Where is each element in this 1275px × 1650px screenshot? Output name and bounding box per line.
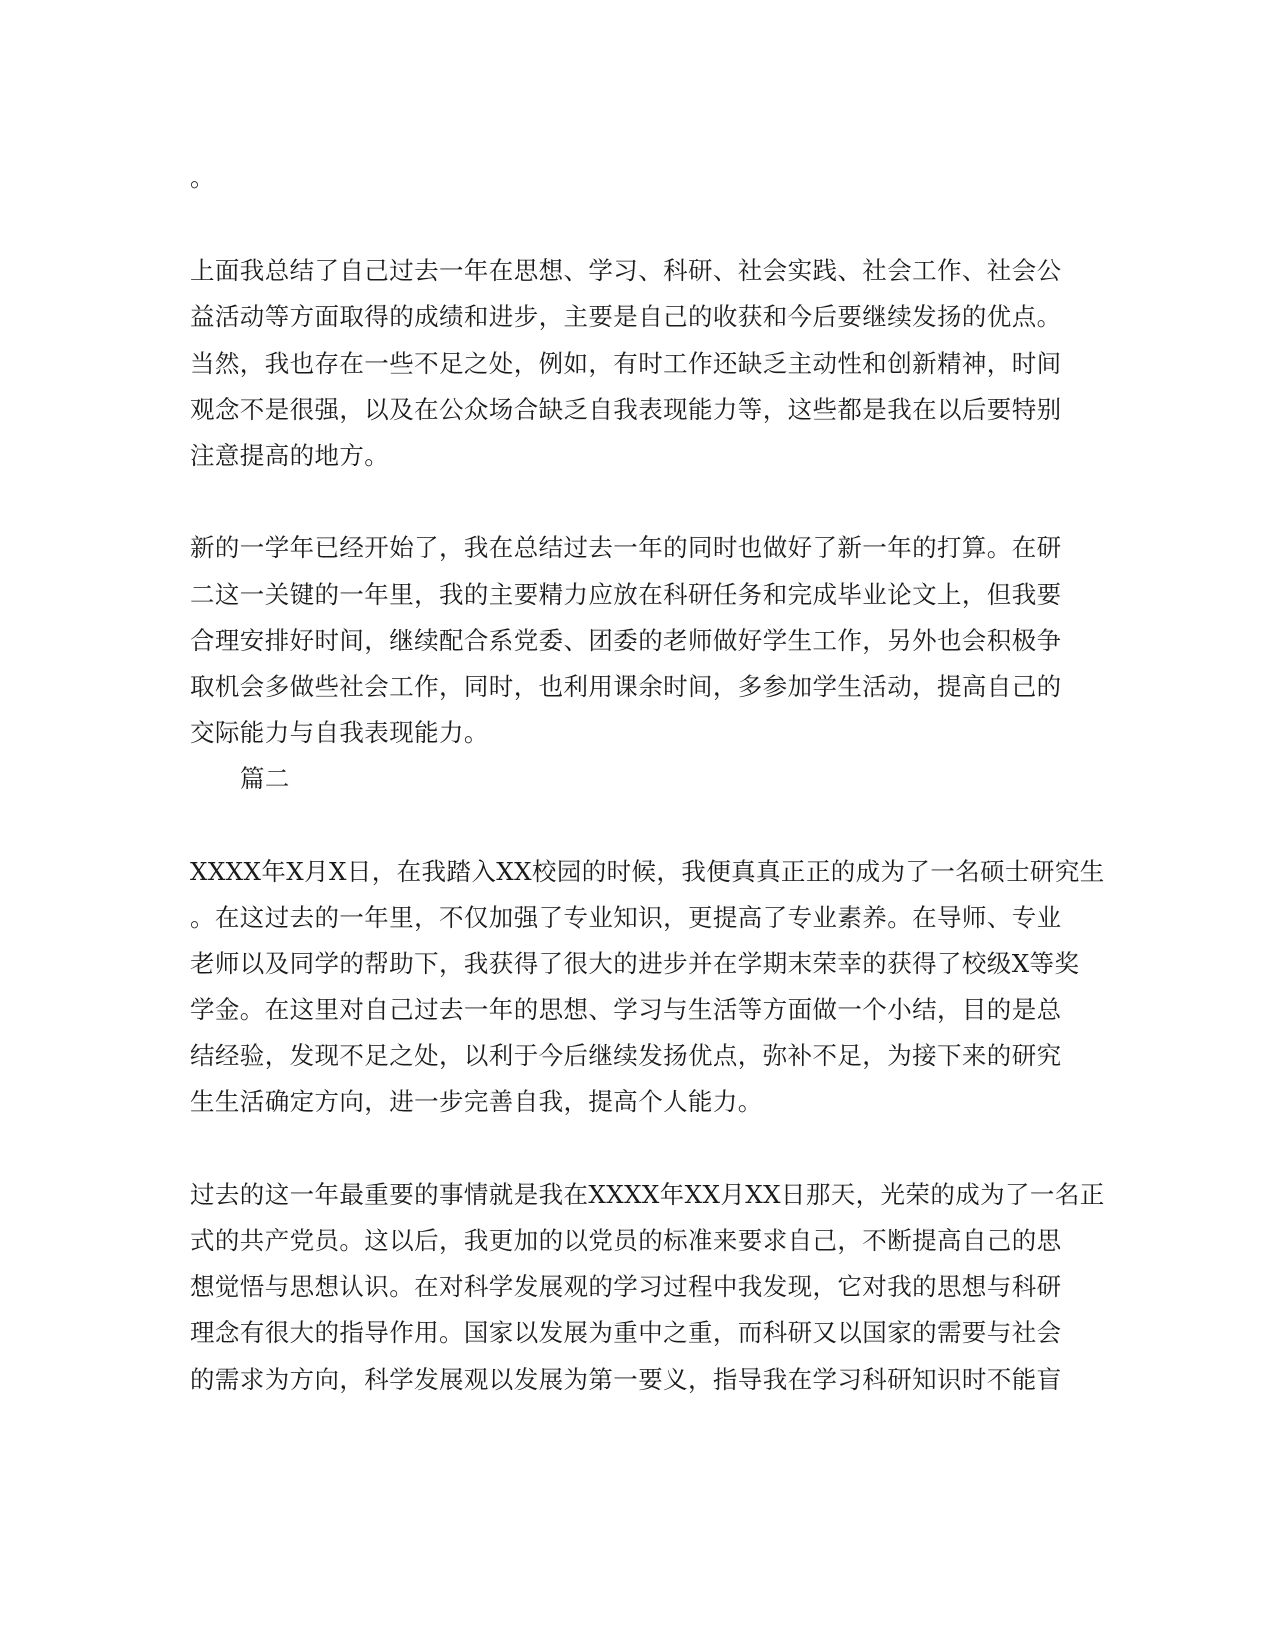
text-line: 当然，我也存在一些不足之处，例如，有时工作还缺乏主动性和创新精神，时间 (190, 349, 1062, 378)
text-line: 老师以及同学的帮助下，我获得了很大的进步并在学期末荣幸的获得了校级X等奖 (190, 949, 1080, 978)
text-line: 合理安排好时间，继续配合系党委、团委的老师做好学生工作，另外也会积极争 (190, 626, 1062, 655)
section-heading: 篇二 (240, 764, 290, 793)
text-line: 。在这过去的一年里，不仅加强了专业知识，更提高了专业素养。在导师、专业 (190, 903, 1062, 932)
text-line: 理念有很大的指导作用。国家以发展为重中之重，而科研又以国家的需要与社会 (190, 1318, 1062, 1347)
text-line: 想觉悟与思想认识。在对科学发展观的学习过程中我发现，它对我的思想与科研 (190, 1272, 1062, 1301)
text-line: 学金。在这里对自己过去一年的思想、学习与生活等方面做一个小结，目的是总 (190, 995, 1062, 1024)
text-line: 注意提高的地方。 (190, 441, 390, 470)
text-line: 生生活确定方向，进一步完善自我，提高个人能力。 (190, 1087, 763, 1116)
text-line: 取机会多做些社会工作，同时，也利用课余时间，多参加学生活动，提高自己的 (190, 672, 1062, 701)
text-line: 益活动等方面取得的成绩和进步，主要是自己的收获和今后要继续发扬的优点。 (190, 302, 1062, 331)
text-line: 观念不是很强，以及在公众场合缺乏自我表现能力等，这些都是我在以后要特别 (190, 395, 1062, 424)
text-line: 式的共产党员。这以后，我更加的以党员的标准来要求自己，不断提高自己的思 (190, 1226, 1062, 1255)
text-line: 交际能力与自我表现能力。 (190, 718, 489, 747)
text-line: 上面我总结了自己过去一年在思想、学习、科研、社会实践、社会工作、社会公 (190, 256, 1062, 285)
text-line: 。 (190, 163, 215, 192)
text-line: 的需求为方向，科学发展观以发展为第一要义，指导我在学习科研知识时不能盲 (190, 1365, 1062, 1394)
text-line: 新的一学年已经开始了，我在总结过去一年的同时也做好了新一年的打算。在研 (190, 533, 1062, 562)
text-line: 过去的这一年最重要的事情就是我在XXXX年XX月XX日那天，光荣的成为了一名正 (190, 1180, 1105, 1209)
text-line: 结经验，发现不足之处，以利于今后继续发扬优点，弥补不足，为接下来的研究 (190, 1041, 1062, 1070)
text-line: XXXX年X月X日，在我踏入XX校园的时候，我便真真正正的成为了一名硕士研究生 (190, 857, 1105, 886)
text-line: 二这一关键的一年里，我的主要精力应放在科研任务和完成毕业论文上，但我要 (190, 580, 1062, 609)
